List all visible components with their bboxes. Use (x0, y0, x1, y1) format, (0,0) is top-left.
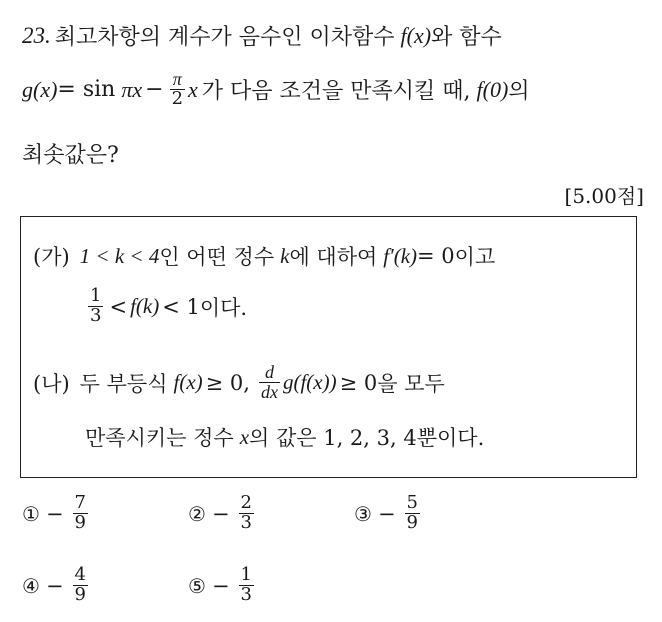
math-x: x (188, 76, 198, 102)
condition-label-na: (나) (33, 371, 70, 396)
condition-label-ga: (가) (33, 245, 70, 269)
math-pix: πx (121, 76, 143, 102)
math-frac-1-3: $\frac{1}{3}$ (90, 285, 102, 327)
problem-text: 최고차항의 계수가 음수인 이차함수 (54, 25, 395, 50)
math-fx: f(x) (400, 22, 432, 48)
condition-text: 만족시키는 정수 (85, 426, 234, 450)
math-f0: f(0) (476, 76, 509, 102)
problem-question: 최솟값은? (22, 143, 119, 168)
condition-na-line-1 (33, 363, 445, 402)
problem-text: 와 함수 (431, 25, 502, 50)
choice-2[interactable] (188, 494, 257, 533)
math-lt: < (109, 294, 128, 319)
choice-mark: ① (22, 501, 40, 526)
choice-sign: − (211, 501, 230, 526)
choice-mark: ⑤ (188, 573, 206, 598)
choice-fraction: $\frac{5}{9}$ (406, 492, 418, 534)
problem-line-1 (22, 20, 502, 51)
condition-text: 이다. (199, 295, 248, 320)
condition-text: 두 부등식 (79, 371, 168, 396)
math-frac-pi-2: $\frac{\pi}{2}$ (171, 69, 184, 110)
condition-text: 에 대하여 (289, 245, 378, 269)
choice-fraction: $\frac{4}{9}$ (74, 564, 86, 606)
math-fx: f(x) (173, 370, 203, 395)
math-minus: − (145, 77, 164, 103)
choice-sign: − (211, 573, 230, 598)
math-gfx: g(f(x)) (282, 370, 337, 395)
choice-4[interactable] (22, 566, 91, 605)
choice-mark: ④ (22, 573, 40, 598)
condition-na-line-2 (85, 422, 484, 452)
problem-number: 23. (22, 22, 51, 48)
choice-mark: ③ (354, 501, 372, 526)
problem-line-2 (22, 70, 530, 109)
math-ge0: ≥ 0, (205, 370, 250, 395)
choice-3[interactable] (354, 494, 423, 533)
condition-text: 을 모두 (377, 371, 445, 396)
math-lt1: < 1 (162, 294, 200, 319)
problem-line-3 (22, 138, 119, 169)
condition-ga-line-2 (85, 287, 247, 326)
choice-1[interactable] (22, 494, 91, 533)
math-fpk: f′(k) (383, 243, 418, 268)
conditions-box (20, 216, 637, 478)
math-k: k (280, 243, 290, 268)
choice-mark: ② (188, 501, 206, 526)
choice-sign: − (377, 501, 396, 526)
choice-sign: − (45, 573, 64, 598)
choice-sign: − (45, 501, 64, 526)
choice-fraction: $\frac{1}{3}$ (240, 564, 252, 606)
condition-ga-line-1 (33, 241, 495, 271)
math-eq0: = 0 (417, 244, 455, 268)
math-eq-sin: = sin (57, 77, 116, 103)
problem-text: 의 (508, 79, 530, 105)
choice-fraction: $\frac{7}{9}$ (74, 492, 86, 534)
condition-text: 인 어떤 정수 (159, 245, 275, 269)
choice-5[interactable] (188, 566, 257, 605)
condition-text: 의 값은 1, 2, 3, 4뿐이다. (249, 426, 485, 450)
math-ge0b: ≥ 0 (339, 370, 378, 395)
math-x: x (239, 424, 250, 449)
points-label: [5.00점] (564, 184, 644, 208)
choice-fraction: $\frac{2}{3}$ (240, 492, 252, 534)
math-frac-d-dx: $\frac{d}{dx}$ (260, 362, 278, 403)
math-gx: g(x) (22, 76, 58, 102)
condition-text: 이고 (454, 245, 496, 269)
problem-text: 가 다음 조건을 만족시킬 때, (201, 79, 471, 105)
math-ineq: 1 < k < 4 (79, 243, 160, 268)
math-fk: f(k) (130, 294, 160, 319)
